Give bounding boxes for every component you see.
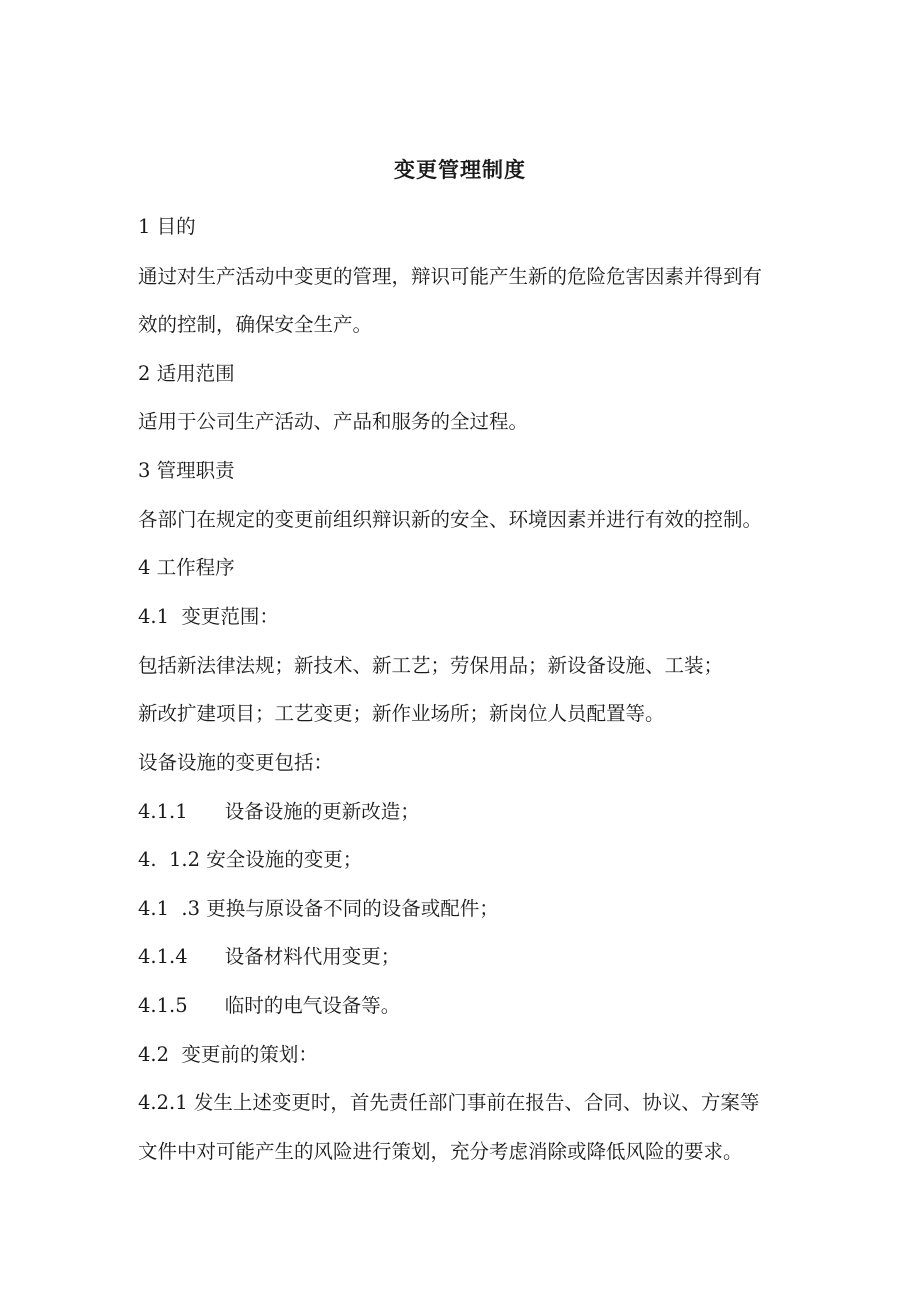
paragraph-line: 4.2.1 发生上述变更时，首先责任部门事前在报告、合同、协议、方案等 (138, 1091, 760, 1114)
list-item: 4.1.5 临时的电气设备等。 (138, 994, 401, 1017)
subsection-heading: 4.2 变更前的策划： (138, 1043, 318, 1066)
list-item: 4.1.4 设备材料代用变更； (138, 945, 401, 968)
paragraph-line: 适用于公司生产活动、产品和服务的全过程。 (138, 410, 529, 433)
section-heading-scope: 2 适用范围 (138, 362, 235, 385)
list-item: 4.1 .3 更换与原设备不同的设备或配件； (138, 897, 499, 920)
paragraph-line: 包括新法律法规；新技术、新工艺；劳保用品；新设备设施、工装； (138, 654, 724, 677)
section-heading-responsibilities: 3 管理职责 (138, 459, 235, 482)
paragraph-line: 通过对生产活动中变更的管理，辩识可能产生新的危险危害因素并得到有 (138, 265, 763, 288)
list-item: 4. 1.2 安全设施的变更； (138, 848, 363, 871)
paragraph-line: 新改扩建项目；工艺变更；新作业场所；新岗位人员配置等。 (138, 702, 665, 725)
paragraph-line: 效的控制，确保安全生产。 (138, 313, 373, 336)
section-heading-purpose: 1 目的 (138, 215, 196, 238)
document-title: 变更管理制度 (394, 158, 526, 182)
list-item: 4.1.1 设备设施的更新改造； (138, 800, 420, 823)
subsection-heading: 4.1 变更范围： (138, 605, 279, 628)
paragraph-line: 各部门在规定的变更前组织辩识新的安全、环境因素并进行有效的控制。 (138, 508, 763, 531)
section-heading-procedure: 4 工作程序 (138, 556, 235, 579)
paragraph-line: 文件中对可能产生的风险进行策划，充分考虑消除或降低风险的要求。 (138, 1140, 743, 1163)
paragraph-line: 设备设施的变更包括： (138, 751, 334, 774)
